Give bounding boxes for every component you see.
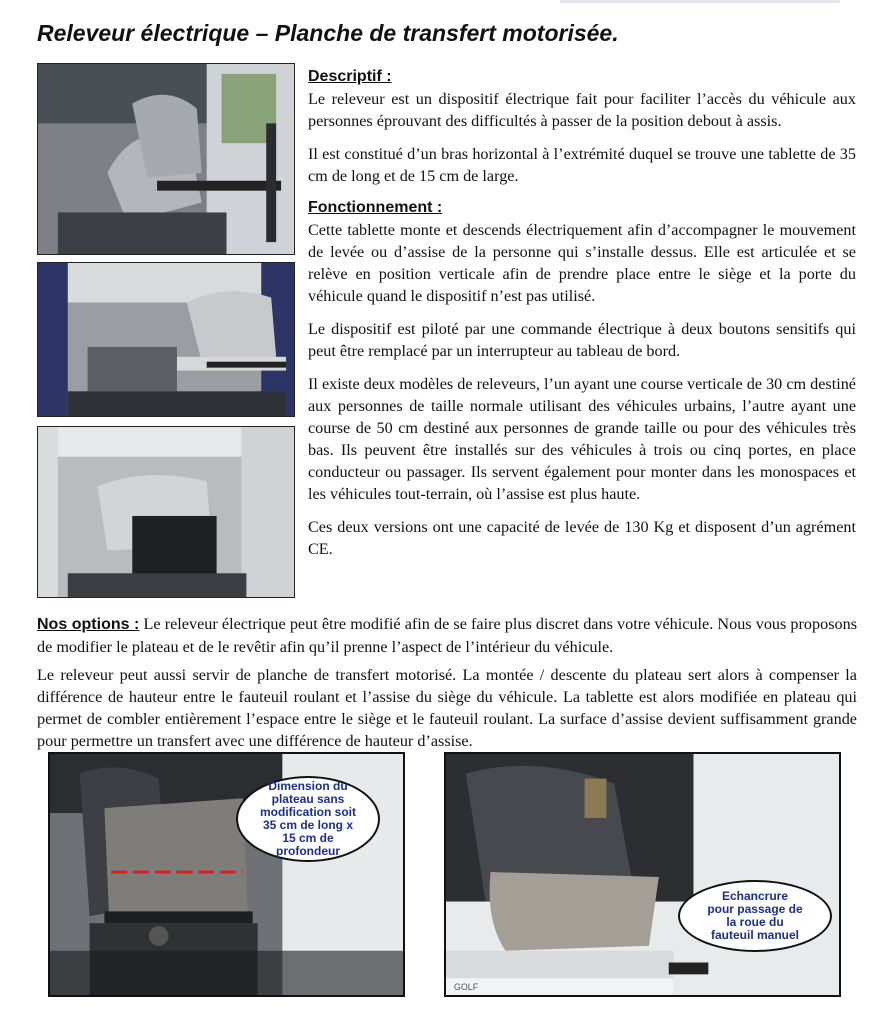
fonctionnement-paragraph-3: Il existe deux modèles de releveurs, l’un ayant une course verticale de 30 cm destiné aux personnes de taille normale utilisant des véhicules urbains, l’autre ayant une course de 50 cm destiné aux personnes de grande taille ou pour des véhicules très bas. Ils peuvent être installés sur des véhicules à trois ou cinq portes, en place conducteur ou passager. Ils servent également pour monter dans les monospaces et les véhicules tout-terrain, où l’assise est plus haute.: [308, 375, 856, 503]
photo-releveur-vertical: [37, 426, 295, 598]
fonctionnement-paragraph-2: Le dispositif est piloté par une commande électrique à deux boutons sensitifs qui peut être remplacé par un interrupteur au tableau de bord.: [308, 320, 856, 360]
descriptif-heading: Descriptif :: [308, 68, 392, 85]
page-title: Releveur électrique – Planche de transfert motorisée.: [37, 20, 619, 46]
fonctionnement-paragraph-1: Cette tablette monte et descends électriquement afin d’accompagner le mouvement de levée ou d’assise de la personne qui s’installe dessus. Elle est articulée et se relève en position verticale afin de prendre place entre le siège et la porte du véhicule quand le dispositif n’est pas utilisé.: [308, 221, 856, 305]
callout-echancrure: Echancrure pour passage de la roue du fauteuil manuel: [678, 880, 832, 952]
callout-dimension: Dimension du plateau sans modification soit 35 cm de long x 15 cm de profondeur: [236, 776, 380, 862]
options-paragraph: [37, 613, 857, 658]
options-heading: Nos options :: [37, 616, 140, 633]
options-paragraph-2: Le releveur peut aussi servir de planche de transfert motorisé. La montée / descente du plateau sert alors à compenser la différence de hauteur entre le fauteuil roulant et l’assise du siège du véhicule. La tablette est alors modifiée en plateau qui permet de combler entièrement l’espace entre le siège et le fauteuil roulant. La surface d’assise devient suffisamment grande pour permettre un transfert avec une différence de hauteur d’assise.: [37, 666, 857, 750]
photo-transfer-plate-cutout: [444, 752, 841, 997]
photo-releveur-folded: [37, 63, 295, 255]
main-text-column: [308, 66, 856, 571]
top-divider: [560, 0, 840, 3]
descriptif-paragraph-1: Le releveur est un dispositif électrique fait pour faciliter l’accès du véhicule aux personnes éprouvant des difficultés à passer de la position debout à assis.: [308, 90, 856, 130]
plate-label: GOLF: [453, 982, 479, 993]
fonctionnement-paragraph-4: Ces deux versions ont une capacité de levée de 130 Kg et disposent d’un agrément CE.: [308, 518, 856, 558]
fonctionnement-heading: Fonctionnement :: [308, 199, 443, 216]
descriptif-paragraph-2: Il est constitué d’un bras horizontal à l’extrémité duquel se trouve une tablette de 35 cm de long et de 15 cm de large.: [308, 145, 856, 185]
options-text: Le releveur électrique peut être modifié afin de se faire plus discret dans votre véhicule. Nous vous proposons de modifier le plateau et de le revêtir afin qu’il prenne l’aspect de l’intérieur du véhicule.: [37, 615, 857, 656]
photo-releveur-deployed: [37, 262, 295, 417]
